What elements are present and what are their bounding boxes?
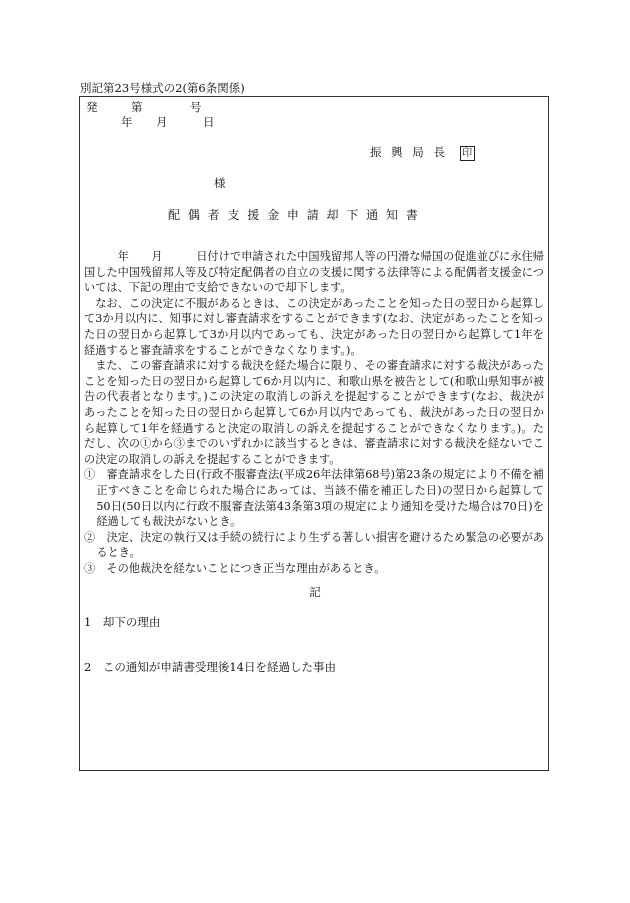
issuer-line — [370, 144, 475, 161]
seal-stamp: 印 — [460, 146, 475, 161]
date-day-char: 日 — [203, 115, 215, 129]
addressee-line — [214, 175, 226, 191]
body-paragraph-2: なお、この決定に不服があるときは、この決定があったことを知った日の翌日から起算して3か月以内に、知事に対し審査請求をすることができます(なお、決定があったことを知った日の翌日から起算して3か月以内であっても、決定があった日の翌日から起算して1年を経過すると審査請求をすることができなくなります。)。 — [84, 296, 544, 357]
date-year-wrap — [121, 114, 133, 130]
condition-item-3: ③ その他裁決を経ないことにつき正当な理由があるとき。 — [84, 561, 386, 575]
addressee-suffix: 様 — [214, 176, 226, 190]
date-day-wrap — [203, 114, 215, 130]
number-char-hatsu: 発 — [86, 100, 98, 114]
condition-item-1: ① 審査請求をした日(行政不服審査法(平成26年法律第68号)第23条の規定により不備を補正すべきことを命じられた場合にあっては、当該不備を補正した日)の翌日から起算して50日(50日以内に行政不服審査法第43条第3項の規定により通知を受けた場合は70日)を経過しても裁決がないとき。 — [84, 468, 544, 529]
form-caption: 別記第23号様式の2(第6条関係) — [80, 81, 245, 95]
issuer-title: 振 興 局 長 — [370, 145, 448, 159]
condition-item-2: ② 決定、決定の執行又は手続の続行により生ずる著しい損害を避けるため緊急の必要があるとき。 — [84, 530, 544, 560]
document-title: 配 偶 者 支 援 金 申 請 却 下 通 知 書 — [168, 208, 420, 222]
section-reason: 1 却下の理由 — [84, 615, 161, 629]
body-paragraph-3: また、この審査請求に対する裁決を経た場合に限り、その審査請求に対する裁決があったことを知った日の翌日から起算して6か月以内に、和歌山県を被告として(和歌山県知事が被告の代表者となります。)この決定の取消しの訴えを提起することができます(なお、裁決があったことを知った日の翌日から起算して6か月以内であっても、裁決があった日の翌日から起算して1年を経過すると決定の取消しの訴えを提起することができなくなります。)。ただし、次の①から③までのいずれかに該当するときは、審査請求に対する裁決を経ないでこの決定の取消しの訴えを提起することができます。 — [84, 359, 544, 466]
ki-heading: 記 — [309, 585, 321, 599]
number-char-dai: 第 — [131, 100, 143, 114]
number-char-go: 号 — [190, 100, 202, 114]
date-month-char: 月 — [156, 115, 168, 129]
date-month-wrap — [156, 114, 168, 130]
number-char-go-wrap — [190, 99, 202, 115]
document-number-line — [86, 99, 98, 115]
document-body — [84, 249, 544, 576]
date-year-char: 年 — [121, 115, 133, 129]
body-paragraph-1: 年 月 日付けで申請された中国残留邦人等の円滑な帰国の促進並びに永住帰国した中国残留邦人等及び特定配偶者の自立の支援に関する法律等による配偶者支援金については、下記の理由で支給できないので却下します。 — [84, 250, 544, 295]
section-delay-reason: 2 この通知が申請書受理後14日を経過した事由 — [84, 660, 336, 674]
number-char-dai-wrap — [131, 99, 143, 115]
